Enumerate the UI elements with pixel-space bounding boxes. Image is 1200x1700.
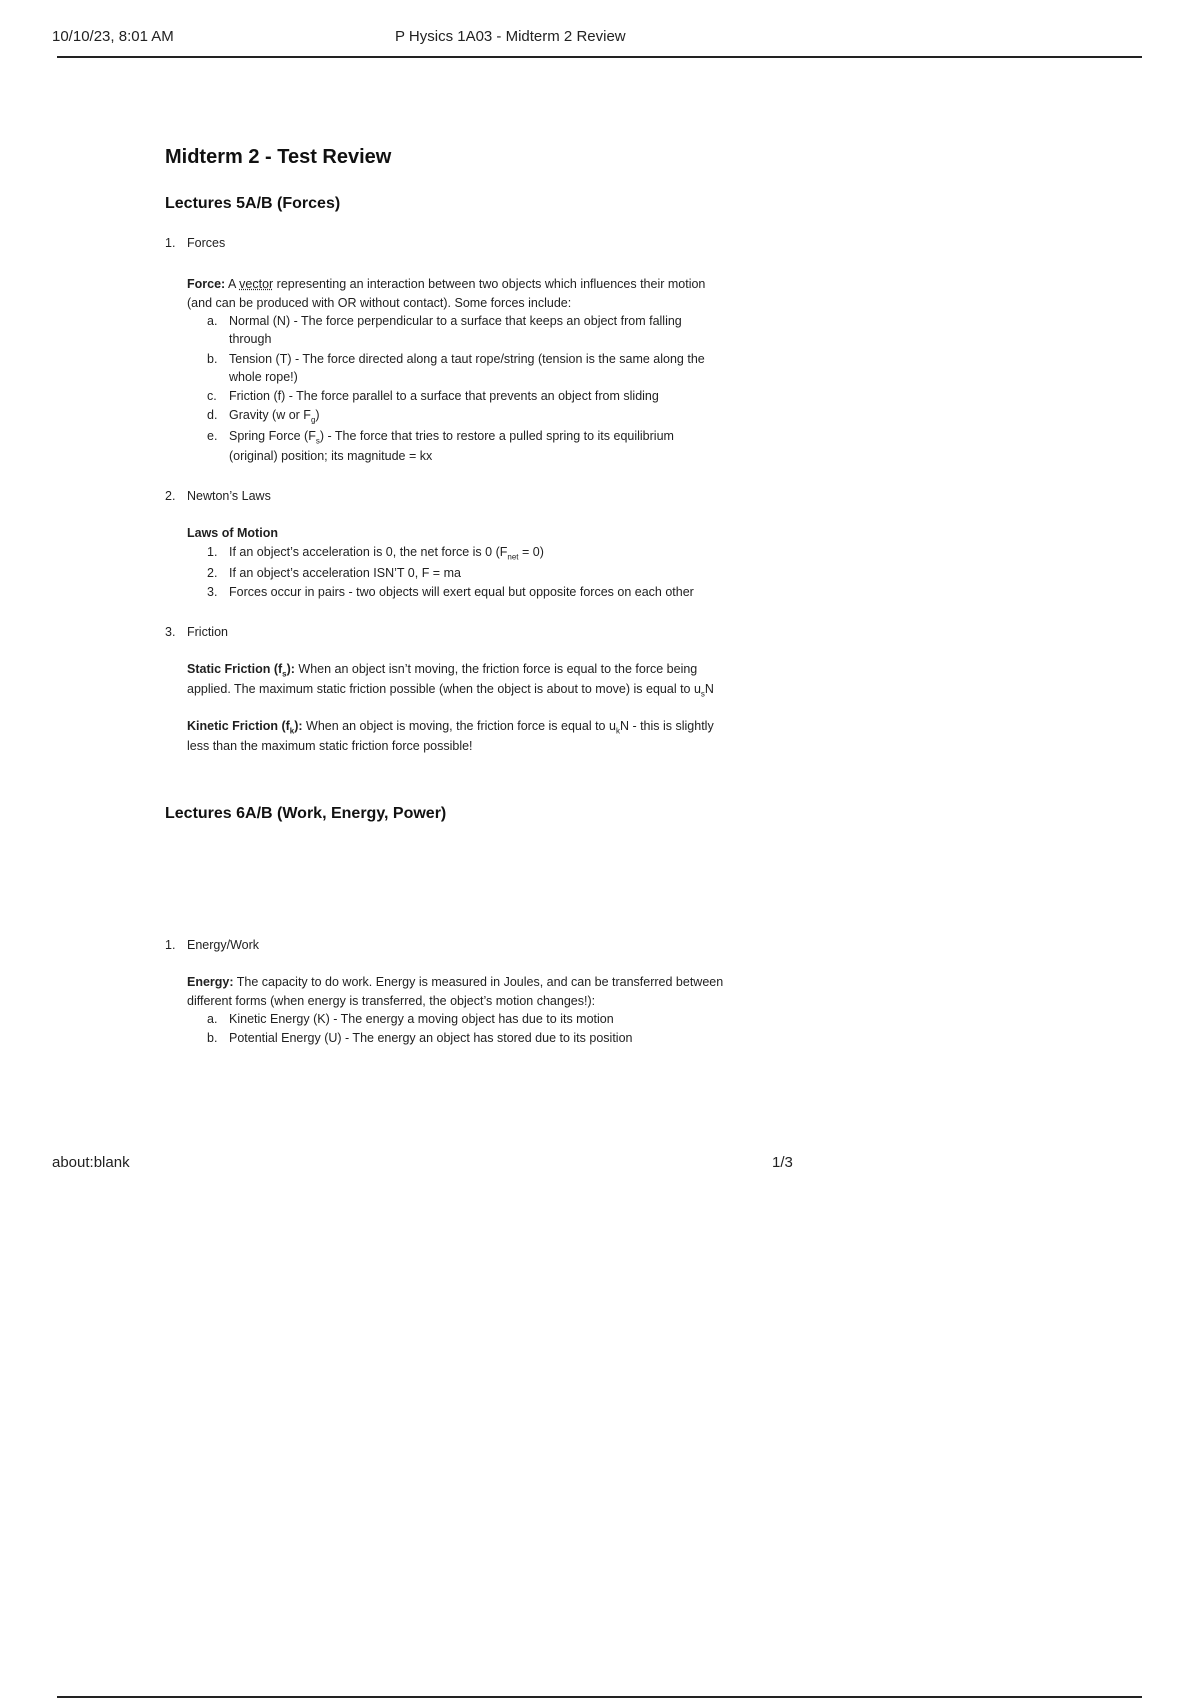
term-kinetic-friction — [187, 718, 303, 736]
definition-text: When an object isn’t moving, the friction force is equal to the force being applied. The maximum static friction possible (when the object is about to move) is equal to u — [187, 661, 701, 697]
list-item-text: If an object’s acceleration ISN’T 0, F = ma — [229, 565, 461, 580]
header-rule — [57, 56, 1142, 58]
list-item — [207, 427, 725, 465]
list-item-text: ) - The force that tries to restore a pulled spring to its equilibrium (original) position; its magnitude = kx — [229, 428, 674, 464]
subscript: g — [310, 415, 316, 425]
list-marker: 2. — [207, 565, 218, 580]
list-marker: 3. — [207, 584, 218, 599]
list-item-text: Kinetic Energy (K) - The energy a moving object has due to its motion — [229, 1012, 614, 1027]
term-laws-of-motion: Laws of Motion — [187, 525, 278, 540]
definition-text: N — [704, 682, 714, 697]
definition-text: N - this is slightly less than the maximum static friction force possible! — [187, 718, 714, 754]
list-marker: d. — [207, 407, 218, 422]
energy-definition — [187, 973, 725, 1011]
lecture-heading-work-energy-power: Lectures 6A/B (Work, Energy, Power) — [165, 805, 447, 823]
list-item-text: If an object’s acceleration is 0, the net force is 0 (F — [229, 544, 508, 559]
subscript: s — [315, 436, 320, 446]
list-item — [207, 583, 725, 601]
list-item-text: ) — [315, 407, 320, 422]
section-title: Forces — [187, 236, 226, 250]
laws-list — [207, 543, 725, 601]
subscript: s — [700, 689, 705, 699]
term-text: ): — [286, 661, 295, 676]
term-text: Kinetic Friction (f — [187, 718, 290, 733]
energy-list — [207, 1010, 725, 1047]
print-url: about:blank — [52, 1154, 130, 1171]
list-marker: c. — [207, 388, 217, 403]
term-static-friction — [187, 661, 295, 679]
document-body — [165, 142, 725, 1066]
section-friction — [165, 623, 725, 756]
list-marker: a. — [207, 314, 218, 329]
lecture-heading-forces: Lectures 5A/B (Forces) — [165, 195, 341, 212]
list-item-text: Tension (T) - The force directed along a taut rope/string (tension is the same along the whole rope!) — [229, 351, 705, 384]
list-marker: e. — [207, 428, 218, 443]
vector-link[interactable]: vector — [239, 276, 274, 291]
list-item-text: Gravity (w or F — [229, 407, 311, 422]
section-title: Friction — [187, 625, 228, 640]
section-number: 2. — [165, 489, 176, 504]
definition-text: A — [228, 276, 236, 291]
document-title: Midterm 2 - Test Review — [165, 146, 392, 168]
section-title: Newton’s Laws — [187, 489, 271, 504]
static-friction-definition — [187, 660, 725, 701]
list-marker: 1. — [207, 544, 218, 559]
term-force: Force: — [187, 276, 226, 291]
list-item — [207, 387, 725, 405]
print-datetime: 10/10/23, 8:01 AM — [52, 28, 174, 45]
subscript: net — [507, 552, 519, 562]
print-doc-title: P Hysics 1A03 - Midterm 2 Review — [395, 28, 626, 45]
list-item-text: Normal (N) - The force perpendicular to a surface that keeps an object from falling through — [229, 314, 682, 347]
section-number: 3. — [165, 625, 176, 640]
definition-text: representing an interaction between two objects which influences their motion (and can be produced with OR without contact). Some forces include: — [187, 276, 706, 310]
list-item — [207, 312, 725, 348]
list-marker: a. — [207, 1012, 218, 1027]
list-item — [207, 406, 725, 426]
page-number: 1/3 — [772, 1154, 793, 1171]
forces-list — [207, 312, 725, 465]
section-forces — [165, 234, 725, 465]
list-item-text: Friction (f) - The force parallel to a surface that prevents an object from sliding — [229, 388, 659, 403]
subscript: k — [615, 726, 620, 736]
list-item — [207, 543, 725, 563]
list-item-text: Forces occur in pairs - two objects will exert equal but opposite forces on each other — [229, 584, 694, 599]
term-text: ): — [294, 718, 303, 733]
list-item — [207, 1010, 725, 1028]
definition-text: When an object is moving, the friction force is equal to u — [306, 718, 616, 733]
list-item-text: = 0) — [518, 544, 544, 559]
section-number: 1. — [165, 938, 176, 953]
section-number: 1. — [165, 236, 176, 250]
footer-rule — [57, 1696, 1142, 1698]
list-item-text: Potential Energy (U) - The energy an object has stored due to its position — [229, 1031, 633, 1046]
force-definition — [187, 275, 725, 313]
definition-text: The capacity to do work. Energy is measured in Joules, and can be transferred between different forms (when energy is transferred, the object’s motion changes!): — [187, 974, 724, 1008]
print-header — [52, 28, 1142, 58]
subscript: s — [282, 669, 287, 679]
list-item — [207, 1029, 725, 1047]
term-energy: Energy: — [187, 974, 234, 989]
term-text: Static Friction (f — [187, 661, 283, 676]
section-title: Energy/Work — [187, 938, 260, 953]
subscript: k — [289, 726, 295, 736]
kinetic-friction-definition — [187, 717, 725, 756]
list-item — [207, 350, 725, 386]
section-newtons-laws — [165, 487, 725, 601]
list-marker: b. — [207, 1031, 218, 1046]
list-item-text: Spring Force (F — [229, 428, 316, 443]
list-item — [207, 564, 725, 582]
section-energy-work — [165, 936, 725, 1048]
list-marker: b. — [207, 351, 218, 366]
